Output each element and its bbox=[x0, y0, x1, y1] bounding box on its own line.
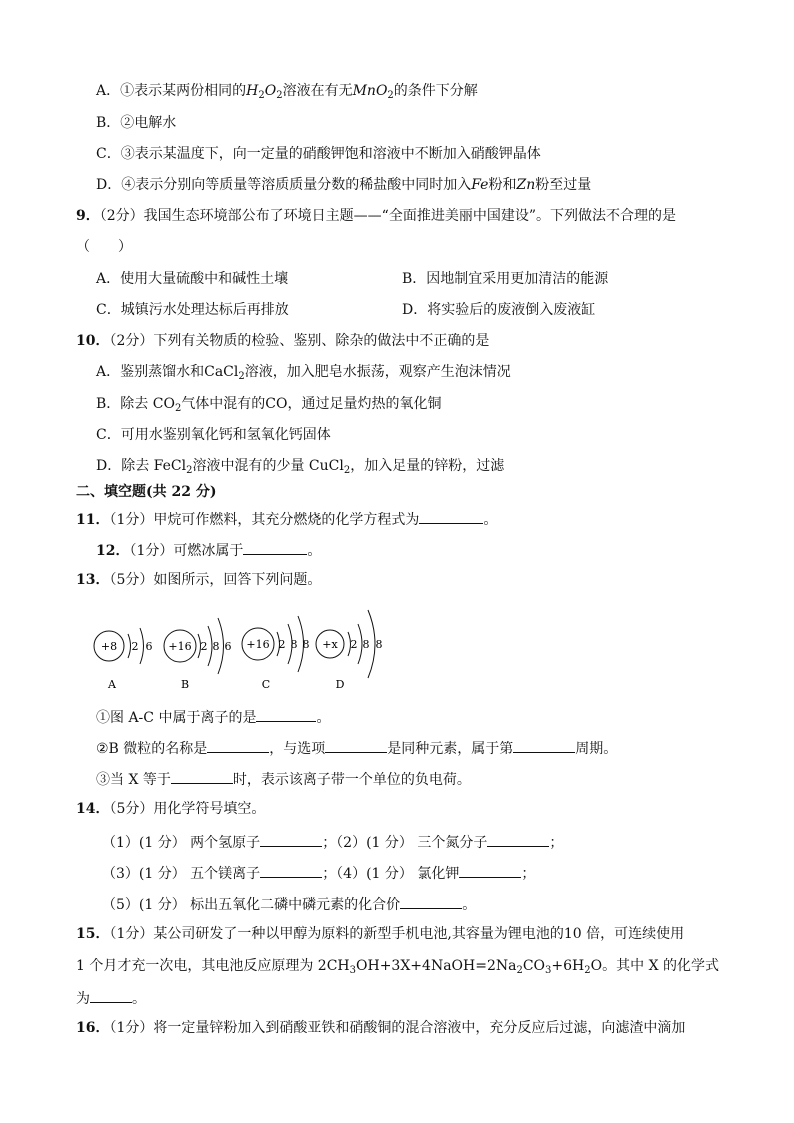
section-title-fill-in: 二、填空题(共 22 分) bbox=[76, 484, 217, 500]
q13-stem: 13．（5分）如图所示，回答下列问题。 bbox=[76, 572, 322, 588]
q12-answer-blank[interactable] bbox=[243, 540, 307, 555]
svg-text:2: 2 bbox=[200, 640, 208, 653]
svg-text:8: 8 bbox=[290, 638, 298, 651]
svg-text:2: 2 bbox=[350, 638, 358, 651]
q15-answer-blank[interactable] bbox=[90, 988, 132, 1003]
q14-blank-4[interactable] bbox=[459, 863, 521, 878]
svg-text:2: 2 bbox=[131, 640, 139, 653]
q13-sub2: ②B 微粒的名称是 ，与选项 是同种元素，属于第 周期。 bbox=[96, 738, 617, 758]
atom-c-label: C bbox=[261, 678, 271, 690]
svg-text:8: 8 bbox=[212, 640, 220, 653]
atom-c bbox=[242, 616, 310, 690]
q14-blank-5[interactable] bbox=[400, 894, 462, 909]
q9-number: 9． bbox=[76, 208, 100, 224]
atom-c-nucleus: +16 bbox=[246, 638, 270, 651]
q13-sub1-blank[interactable] bbox=[256, 707, 316, 722]
q10-option-d: D．除去 FeCl$_2$溶液中混有的少量 CuCl$_2$，加入足量的锌粉，过滤 bbox=[96, 458, 505, 476]
q14-stem: 14．（5分）用化学符号填空。 bbox=[76, 801, 266, 817]
svg-text:8: 8 bbox=[362, 638, 370, 651]
q8-option-d: D．④表示分别向等质量等溶质质量分数的稀盐酸中同时加入Fe粉和Zn粉至过量 bbox=[96, 177, 592, 193]
q10-option-c: C．可用水鉴别氧化钙和氢氧化钙固体 bbox=[96, 427, 331, 443]
q13-sub1: ①图 A-C 中属于离子的是 。 bbox=[96, 707, 330, 727]
q9-stem: 9．（2分）我国生态环境部公布了环境日主题——“全面推进美丽中国建设”。下列做法不合理的是 bbox=[76, 208, 676, 224]
atom-a-label: A bbox=[108, 678, 116, 690]
q10-option-b: B．除去 $CO_2$气体中混有的CO，通过足量灼热的氧化铜 bbox=[96, 396, 442, 414]
q12: 12．（1分）可燃冰属于 。 bbox=[96, 540, 321, 560]
q8-option-b: B．②电解水 bbox=[96, 115, 177, 131]
atom-a bbox=[94, 628, 153, 690]
q13-sub2-blank-2[interactable] bbox=[325, 738, 387, 753]
q15-line2: 1 个月才充一次电，其电池反应原理为 $2CH_3OH+3X+4NaOH=2Na_2CO_3+6H_2O$。其中 X 的化学式 bbox=[76, 958, 720, 976]
q10-stem: 10．（2分）下列有关物质的检验、鉴别、除杂的做法中不正确的是 bbox=[76, 333, 490, 349]
svg-text:2: 2 bbox=[278, 638, 286, 651]
q10-number: 10． bbox=[76, 333, 110, 349]
q15-line3: 为 。 bbox=[76, 988, 146, 1008]
q9-option-c: C．城镇污水处理达标后再排放 bbox=[96, 302, 289, 318]
q15-line1: 15．（1分）某公司研发了一种以甲醇为原料的新型手机电池,其容量为锂电池的10 倍，可连续使用 bbox=[76, 926, 685, 942]
atom-b-label: B bbox=[180, 678, 190, 690]
atom-d bbox=[316, 610, 383, 690]
q8-option-c: C．③表示某温度下，向一定量的硝酸钾饱和溶液中不断加入硝酸钾晶体 bbox=[96, 146, 541, 162]
q11: 11．（1分）甲烷可作燃料，其充分燃烧的化学方程式为 。 bbox=[76, 509, 497, 529]
q13-sub2-blank-1[interactable] bbox=[207, 738, 269, 753]
svg-text:8: 8 bbox=[375, 638, 383, 651]
q14-row3: （5）(1 分） 标出五氧化二磷中磷元素的化合价 。 bbox=[102, 894, 476, 914]
q13-sub2-blank-3[interactable] bbox=[513, 738, 575, 753]
q9-answer-paren: （ ） bbox=[76, 239, 132, 255]
q10-option-a: A．鉴别蒸馏水和CaCl$_2$溶液，加入肥皂水振荡，观察产生泡沫情况 bbox=[96, 364, 511, 382]
q14-blank-2[interactable] bbox=[487, 832, 549, 847]
atom-b-nucleus: +16 bbox=[168, 640, 192, 653]
q9-option-b: B．因地制宜采用更加清洁的能源 bbox=[402, 271, 609, 287]
atom-d-nucleus: +x bbox=[322, 638, 338, 651]
atom-structure-diagram bbox=[90, 602, 400, 690]
atom-a-nucleus: +8 bbox=[100, 640, 118, 653]
q13-sub3: ③当 X 等于 时，表示该离子带一个单位的负电荷。 bbox=[96, 769, 471, 789]
q8-option-a: A．①表示某两份相同的$H_2O_2$溶液在有无MnO$_2$的条件下分解 bbox=[96, 83, 478, 101]
q9-option-d: D．将实验后的废液倒入废液缸 bbox=[402, 302, 596, 318]
atom-d-label: D bbox=[335, 678, 345, 690]
q13-sub3-blank[interactable] bbox=[171, 769, 233, 784]
svg-text:8: 8 bbox=[302, 638, 310, 651]
q11-answer-blank[interactable] bbox=[419, 509, 483, 524]
atom-b bbox=[164, 618, 232, 690]
q16-line1: 16．（1分）将一定量锌粉加入到硝酸亚铁和硝酸铜的混合溶液中，充分反应后过滤，向滤渣中滴加 bbox=[76, 1020, 686, 1036]
q14-row1: （1）(1 分） 两个氢原子 ；（2）(1 分） 三个氮分子 ； bbox=[102, 832, 563, 852]
q14-row2: （3）(1 分） 五个镁离子 ；（4）(1 分） 氯化钾 ； bbox=[102, 863, 535, 883]
svg-text:6: 6 bbox=[224, 640, 232, 653]
q14-blank-1[interactable] bbox=[260, 832, 322, 847]
svg-text:6: 6 bbox=[145, 640, 153, 653]
q9-option-a: A．使用大量硫酸中和碱性土壤 bbox=[96, 271, 289, 287]
q14-blank-3[interactable] bbox=[260, 863, 322, 878]
